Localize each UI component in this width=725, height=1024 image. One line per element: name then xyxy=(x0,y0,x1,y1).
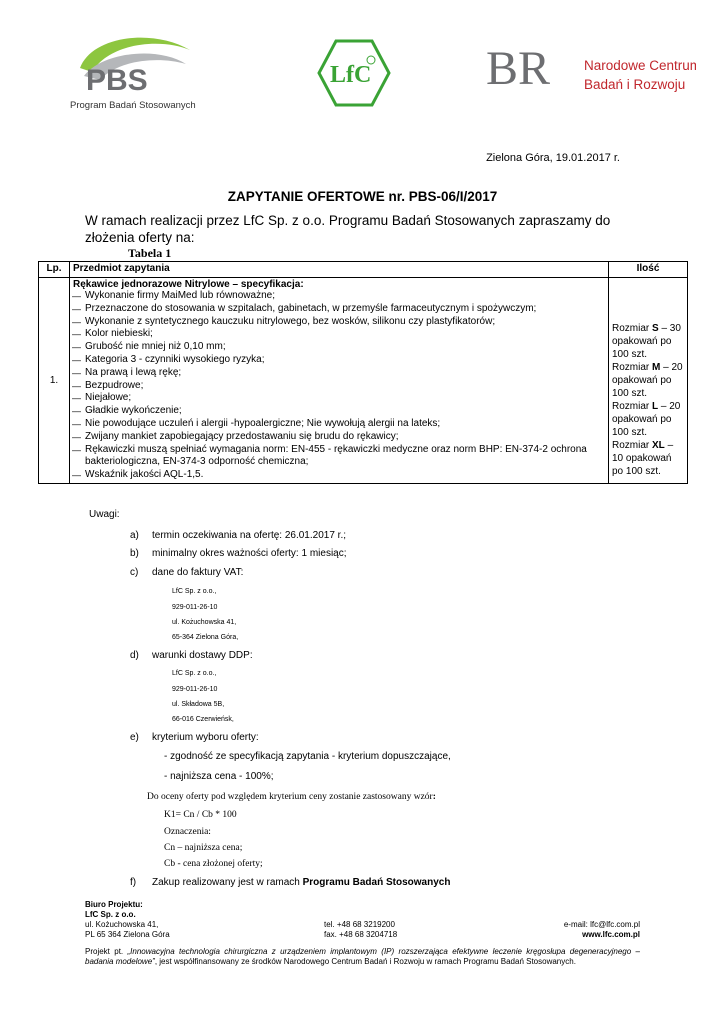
invoice-line: 929-011-26-10 xyxy=(172,604,218,611)
list-item: — Wykonanie z syntetycznego kauczuku nitrylowego, bez wosków, silikonu czy plastyfikatorów; xyxy=(73,316,605,329)
pbs-logo-caption: Program Badań Stosowanych xyxy=(70,100,196,111)
list-item: — Gładkie wykończenie; xyxy=(73,405,605,418)
delivery-line: LfC Sp. z o.o., xyxy=(172,670,217,677)
list-item: — Zwijany mankiet zapobiegający przedostawaniu się brudu do rękawicy; xyxy=(73,431,605,444)
row-subject xyxy=(70,278,609,484)
formula-line: Oznaczenia: xyxy=(164,827,211,837)
document-date: Zielona Góra, 19.01.2017 r. xyxy=(486,152,620,164)
formula-line: Cn – najniższa cena; xyxy=(164,843,243,853)
intro-paragraph: W ramach realizacji przez LfC Sp. z o.o. Programu Badań Stosowanych zapraszamy do złożenia oferty na: xyxy=(85,213,611,245)
footer xyxy=(85,900,640,967)
list-item: — Wskaźnik jakości AQL-1,5. xyxy=(73,469,605,482)
ncbr-logo-line2: Badań i Rozwoju xyxy=(584,77,686,92)
footer-www[interactable]: www.lfc.com.pl xyxy=(582,930,640,939)
delivery-line: ul. Składowa 5B, xyxy=(172,701,225,708)
formula-line: K1= Cn / Cb * 100 xyxy=(164,810,237,820)
document-title: ZAPYTANIE OFERTOWE nr. PBS-06/I/2017 xyxy=(227,189,498,204)
delivery-line: 66-016 Czerwieńsk, xyxy=(172,716,234,723)
row-number: 1. xyxy=(39,278,70,484)
row-quantity xyxy=(609,278,688,484)
spec-heading: Rękawice jednorazowe Nitrylowe – specyfikacja: xyxy=(73,279,304,290)
list-item: — Grubość nie mniej niż 0,10 mm; xyxy=(73,341,605,354)
ncbr-logo-line1: Narodowe Centrum xyxy=(584,58,696,73)
pbs-logo xyxy=(62,28,212,116)
footer-contact xyxy=(85,920,640,940)
lfc-logo xyxy=(316,38,392,108)
footer-address1: ul. Kożuchowska 41, xyxy=(85,920,159,929)
delivery-line: 929-011-26-10 xyxy=(172,686,218,693)
ncbr-logo xyxy=(486,40,696,102)
list-item: — Wykonanie firmy MaiMed lub równoważne; xyxy=(73,290,605,303)
footer-tel: tel. +48 68 3219200 xyxy=(324,920,395,929)
list-item: — Przeznaczone do stosowania w szpitalach, gabinetach, w przemyśle farmaceutycznym i spożywczym; xyxy=(73,303,605,316)
quantity-l: Rozmiar L – 20 opakowań po 100 szt. xyxy=(612,401,681,438)
header-subject: Przedmiot zapytania xyxy=(70,262,609,278)
table-caption: Tabela 1 xyxy=(128,246,172,260)
header-quantity: Ilość xyxy=(609,262,688,278)
invoice-line: 65-364 Zielona Góra, xyxy=(172,634,239,641)
footer-fax: fax. +48 68 3204718 xyxy=(324,930,398,939)
invoice-line: LfC Sp. z o.o., xyxy=(172,588,217,595)
list-item: — Kategoria 3 - czynniki wysokiego ryzyka; xyxy=(73,354,605,367)
list-item: — Niejałowe; xyxy=(73,392,605,405)
lfc-logo-text: LfC xyxy=(330,62,372,88)
list-item: — Na prawą i lewą rękę; xyxy=(73,367,605,380)
pbs-logo-text: PBS xyxy=(86,64,148,97)
formula-line: Cb - cena złożonej oferty; xyxy=(164,859,263,869)
table-row xyxy=(39,278,688,484)
ncbr-logo-mark: BR xyxy=(486,42,551,95)
quantity-m: Rozmiar M – 20 opakowań po 100 szt. xyxy=(612,362,683,399)
footer-address2: PL 65 364 Zielona Góra xyxy=(85,930,170,939)
spec-list xyxy=(73,290,605,482)
list-item: — Rękawiczki muszą spełniać wymagania norm: EN-455 - rękawiczki medyczne oraz norm BHP: EN-374-2 ochrona bakteriologiczna, EN-374-3 odporność chemiczna; xyxy=(73,444,605,470)
notes-heading: Uwagi: xyxy=(89,509,120,520)
header-lp: Lp. xyxy=(39,262,70,278)
quantity-xl: Rozmiar XL – 10 opakowań po 100 szt. xyxy=(612,440,674,477)
footer-project-note: Projekt pt. „Innowacyjna technologia chirurgiczna z urządzeniem implantowym (IP) rozszerzająca efektywne leczenie kręgosłupa degeneracyjnego – badania modelowe”, jest współfinansowany ze środków Narodowego Centrum Badań i Rozwoju w ramach Programu Badań Stosowanych. xyxy=(85,947,640,966)
formula-intro: Do oceny oferty pod względem kryterium ceny zostanie zastosowany wzór: xyxy=(147,792,436,802)
list-item: — Bezpudrowe; xyxy=(73,380,605,393)
criterion-line: - najniższa cena - 100%; xyxy=(164,771,274,782)
list-item: — Nie powodujące uczuleń i alergii -hypoalergiczne; Nie wywołują alergii na lateks; xyxy=(73,418,605,431)
footer-heading: Biuro Projektu: xyxy=(85,900,143,909)
footer-company: LfC Sp. z o.o. xyxy=(85,910,136,919)
list-item: — Kolor niebieski; xyxy=(73,328,605,341)
specification-table xyxy=(38,261,688,484)
table-header-row xyxy=(39,262,688,278)
invoice-line: ul. Kożuchowska 41, xyxy=(172,619,237,626)
criterion-line: - zgodność ze specyfikacją zapytania - kryterium dopuszczające, xyxy=(164,751,451,762)
footer-email[interactable]: e-mail: lfc@lfc.com.pl xyxy=(563,920,640,929)
quantity-s: Rozmiar S – 30 opakowań po 100 szt. xyxy=(612,323,681,360)
